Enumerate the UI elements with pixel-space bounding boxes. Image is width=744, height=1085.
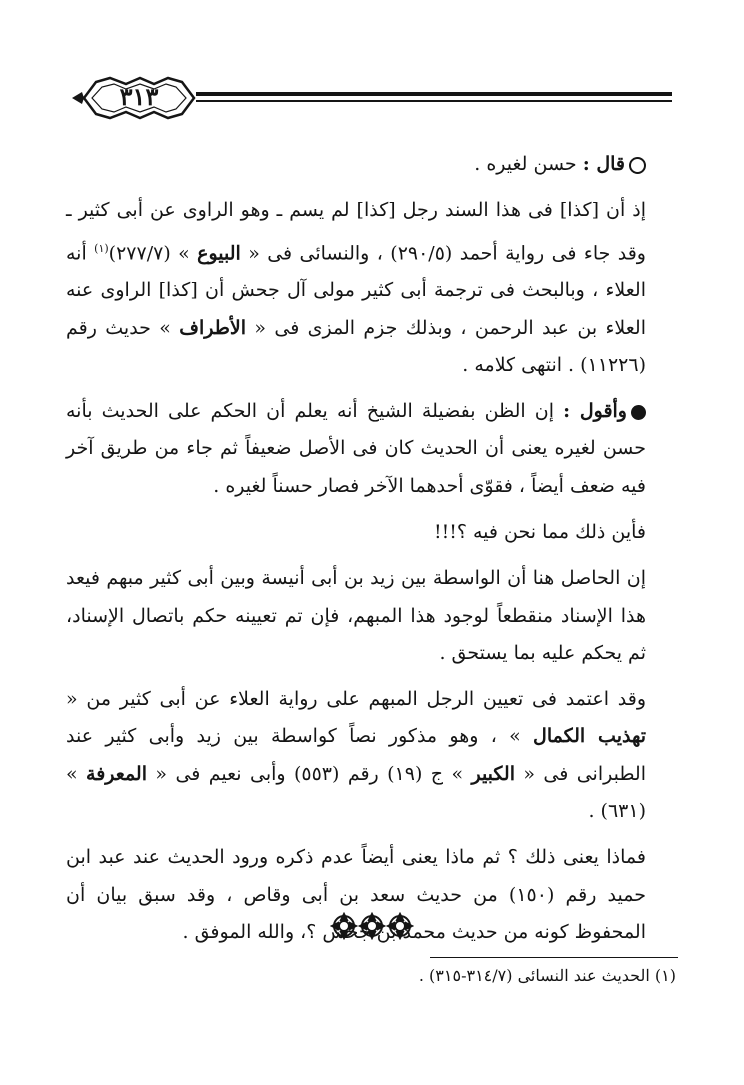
triple-flower-ornament-icon [0,912,744,944]
paragraph-4 [66,514,680,551]
paragraph-6-text-a: وقد اعتمد فى تعيين الرجل المبهم على رواية العلاء عن أبى كثير من « [66,688,646,711]
paragraph-2-text-a: إذ أن [كذا] فى هذا السند رجل [كذا] لم يسم ـ وهو الراوى عن أبى كثير ـ وقد جاء فى رواية أحمد (٢٩٠/٥) ، والنسائى فى « [66,199,646,264]
paragraph-6 [66,681,680,830]
paragraph-6-bold-b: الكبير [471,762,515,785]
paragraph-5-text: إن الحاصل هنا أن الواسطة بين زيد بن أبى أنيسة وبين أبى كثير مبهم فيعد هذا الإسناد منقطعاً لوجود هذا المبهم، فإن تم تعيينه حكم باتصال الإسناد، ثم يحكم عليه بما يستحق . [66,567,646,664]
paragraph-1-text: حسن لغيره . [474,153,583,175]
paragraph-2-bold-b: الأطراف [179,316,246,339]
paragraph-2-bold-a: البيوع [197,241,241,264]
paragraph-3-text: إن الظن بفضيلة الشيخ أنه يعلم أن الحكم على الحديث بأنه حسن لغيره يعنى أن الحديث كان فى الأصل ضعيفاً ثم جاء من طريق آخر فيه ضعف أيضاً ، فقوّى أحدهما الآخر فصار حسناً لغيره . [66,400,646,497]
page-header [70,74,676,122]
paragraph-1 [66,146,680,183]
paragraph-6-text-c: » ج (١٩) رقم (٥٥٣) وأبى نعيم فى « [147,762,472,785]
paragraph-6-text-b: » ، وهو مذكور نصاً كواسطة بين زيد وأبى كثير عند الطبرانى فى « [66,725,646,785]
open-circle-icon [629,157,646,174]
paragraph-6-text-d: » (٦٣١) . [66,762,646,823]
paragraph-6-bold-a: تهذيب الكمال [533,725,646,748]
paragraph-2-text-c: أنه العلاء ، وبالبحث فى ترجمة أبى كثير مولى آل جحش أن [كذا] الراوى عنه العلاء بن عبد الرحمن ، وبذلك جزم المزى فى « [66,241,646,339]
paragraph-2 [66,192,680,384]
page-number: ٣١٣ [119,82,159,111]
paragraph-7-text: فماذا يعنى ذلك ؟ ثم ماذا يعنى أيضاً عدم ذكره ورود الحديث عند عبد ابن حميد رقم (١٥٠) من حديث سعد بن أبى وقاص ، وقد سبق بيان أن المحفوظ كونه من حديث محمد بن جحش ؟، والله الموفق . [66,846,646,943]
paragraph-3-label: وأقول : [563,400,627,423]
footnote-divider [430,957,678,958]
footnote: (١) الحديث عند النسائى (٣١٤/٧-٣١٥) . [418,966,676,985]
paragraph-4-text: فأين ذلك مما نحن فيه ؟!!! [433,521,646,543]
paragraph-6-bold-c: المعرفة [86,762,148,785]
main-text [66,146,680,951]
paragraph-2-text-d: » حديث رقم (١١٢٢٦) . انتهى كلامه . [66,316,646,376]
paragraph-1-label: قال : [582,153,625,175]
paragraph-5 [66,560,680,672]
filled-circle-icon [631,405,646,420]
paragraph-2-text-b: » (٢٧٧/٧) [108,241,198,264]
paragraph-3 [66,393,680,505]
footnote-marker: (١) [94,241,109,255]
